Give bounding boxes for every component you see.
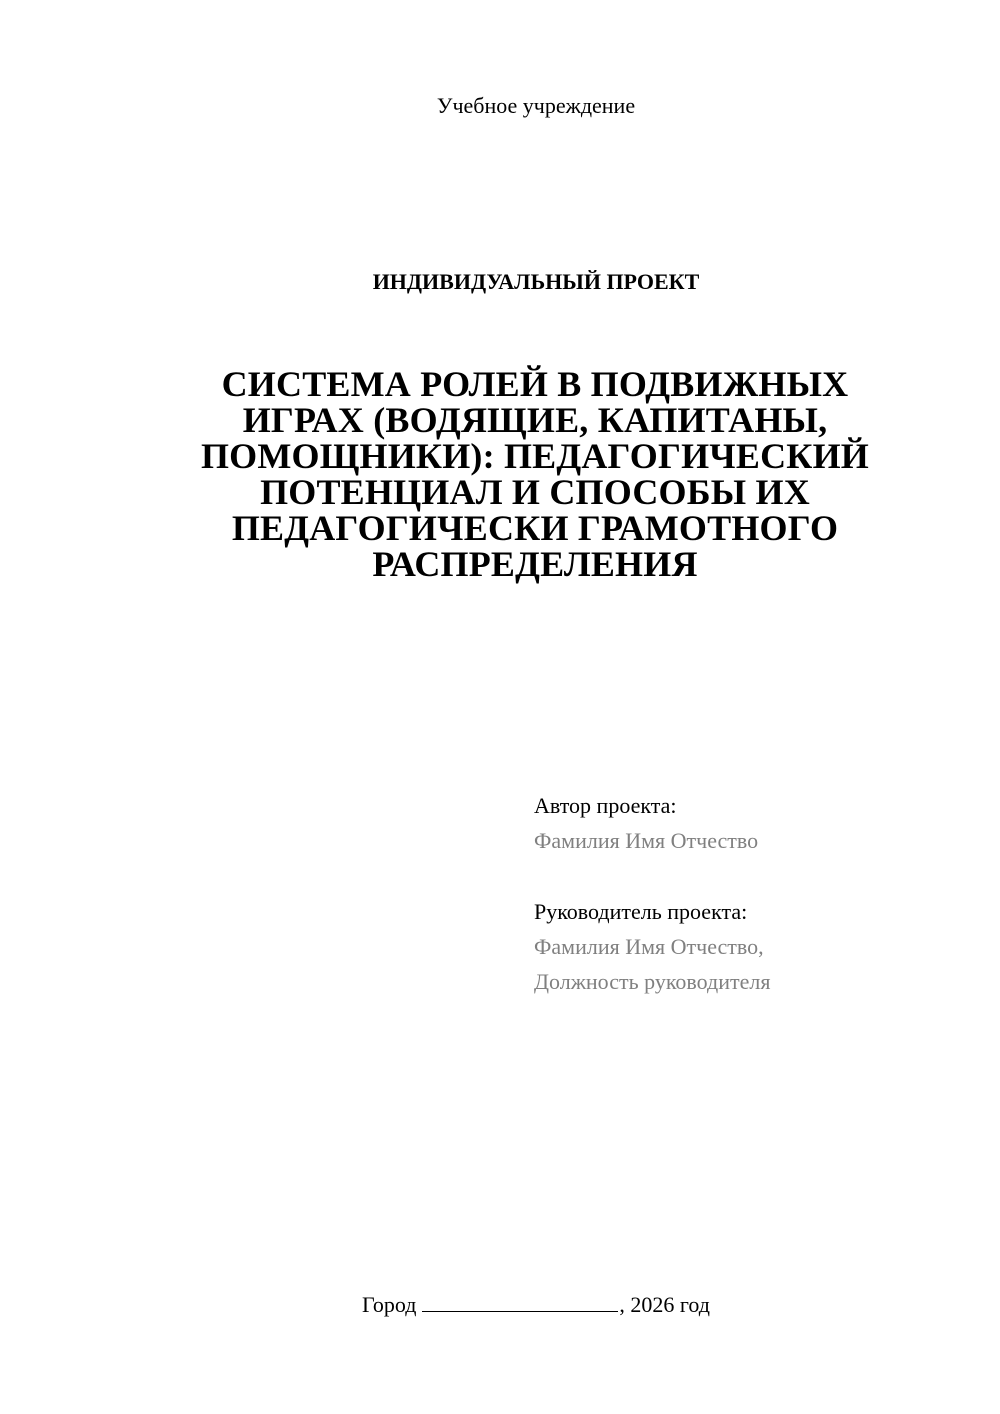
credits-block [534,788,974,999]
project-title-line: СИСТЕМА РОЛЕЙ В ПОДВИЖНЫХ [221,364,849,404]
supervisor-position: Должность руководителя [534,969,771,994]
author-label: Автор проекта: [534,793,677,818]
project-title-line: ПЕДАГОГИЧЕСКИ ГРАМОТНОГО [231,508,839,548]
supervisor-label: Руководитель проекта: [534,899,748,924]
supervisor-name: Фамилия Имя Отчество, [534,934,764,959]
project-title [150,366,920,582]
year-text: , 2026 год [619,1292,710,1317]
institution-name: Учебное учреждение [436,93,636,118]
author-name: Фамилия Имя Отчество [534,828,759,853]
project-title-line: ПОТЕНЦИАЛ И СПОСОБЫ ИХ [260,472,810,512]
footer-city-year [0,1291,1000,1319]
credits-spacer [534,858,974,894]
project-type-heading: ИНДИВИДУАЛЬНЫЙ ПРОЕКТ [372,269,700,294]
project-title-line: ПОМОЩНИКИ): ПЕДАГОГИЧЕСКИЙ [200,436,870,476]
city-label: Город [362,1292,417,1317]
project-title-line: РАСПРЕДЕЛЕНИЯ [372,544,698,584]
project-title-line: ИГРАХ (ВОДЯЩИЕ, КАПИТАНЫ, [242,400,828,440]
city-blank-line [422,1293,618,1312]
